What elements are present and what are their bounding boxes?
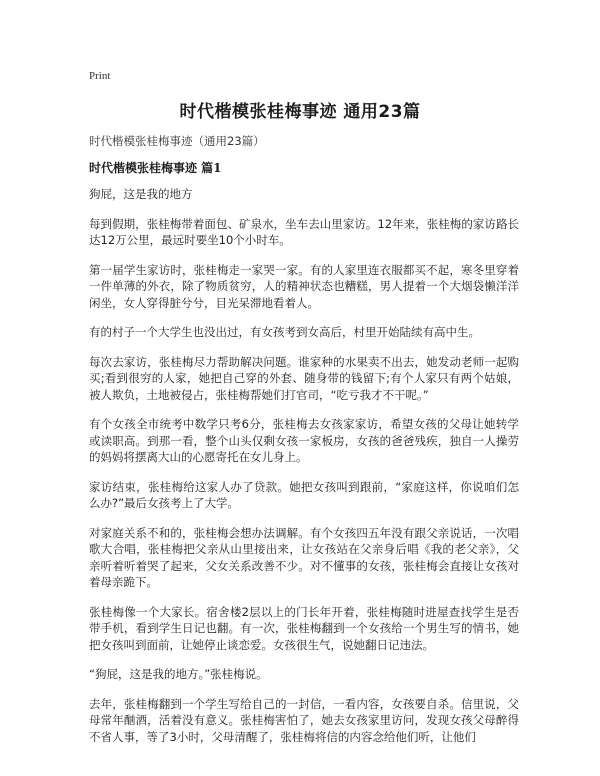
paragraph: 家访结束，张桂梅给这家人办了贷款。她把女孩叫到跟前，“家庭这样，你说咱们怎么办?”最后女孩考上了大学。 [89,479,519,510]
paragraph: 去年，张桂梅翻到一个学生写给自己的一封信，一看内容，女孩要自杀。信里说，父母常年酗酒，活着没有意义。张桂梅害怕了，她去女孩家里访问，发现女孩父母醉得不省人事，等了3小时，父母清醒了，张桂梅将信的内容念给他们听，让他们 [89,696,519,744]
paragraph: 有个女孩全市统考中数学只考6分，张桂梅去女孩家家访，希望女孩的父母让她转学或读职高。到那一看，整个山头仅剩女孩一家板房，女孩的爸爸残疾，独自一人操劳的妈妈将摆离大山的心愿寄托在女儿身上。 [89,417,519,464]
paragraph: 每到假期，张桂梅带着面包、矿泉水，坐车去山里家访。12年来，张桂梅的家访路长达12万公里，最远时要坐10个小时车。 [89,216,519,247]
paragraph: 对家庭关系不和的，张桂梅会想办法调解。有个女孩四五年没有跟父亲说话，一次唱歌大合唱，张桂梅把父亲从山里接出来，让女孩站在父亲身后唱《我的老父亲》，父亲听着听着哭了起来，父女关系改善不少。对不懂事的女孩，张桂梅会直接让女孩对着母亲跪下。 [89,525,519,589]
paragraph: 每次去家访，张桂梅尽力帮助解决问题。谁家种的水果卖不出去，她发动老师一起购买;看到很穷的人家，她把自己穿的外套、随身带的钱留下;有个人家只有两个姑娘，被人欺负，土地被侵占，张桂梅帮她们打官司，“吃亏我才不干呢。” [89,354,519,402]
page-title: 时代楷模张桂梅事迹 通用23篇 [179,102,421,122]
paragraph: 第一届学生家访时，张桂梅走一家哭一家。有的人家里连衣服都买不起，寒冬里穿着一件单薄的外衣，除了物质贫穷，人的精神状态也糟糕，男人提着一个大烟袋懒洋洋闲坐，女人穿得脏兮兮，目光呆滞地看着人。 [89,262,519,310]
paragraph: 张桂梅像一个大家长。宿舍楼2层以上的门长年开着，张桂梅随时进屋查找学生是否带手机，看到学生日记也翻。有一次，张桂梅翻到一个女孩给一个男生写的情书，她把女孩叫到面前，让她停止谈恋爱。女孩很生气，说她翻日记违法。 [89,604,519,652]
print-link[interactable]: Print [89,70,111,82]
paragraph: 有的村子一个大学生也没出过，有女孩考到女高后，村里开始陆续有高中生。 [89,325,480,339]
section-heading: 时代楷模张桂梅事迹 篇1 [89,161,222,175]
paragraph: “狗屁，这是我的地方。”张桂梅说。 [89,667,268,681]
document-subtitle: 时代楷模张桂梅事迹（通用23篇） [89,134,265,148]
article-body [89,186,519,758]
paragraph: 狗屁，这是我的地方 [89,187,193,201]
